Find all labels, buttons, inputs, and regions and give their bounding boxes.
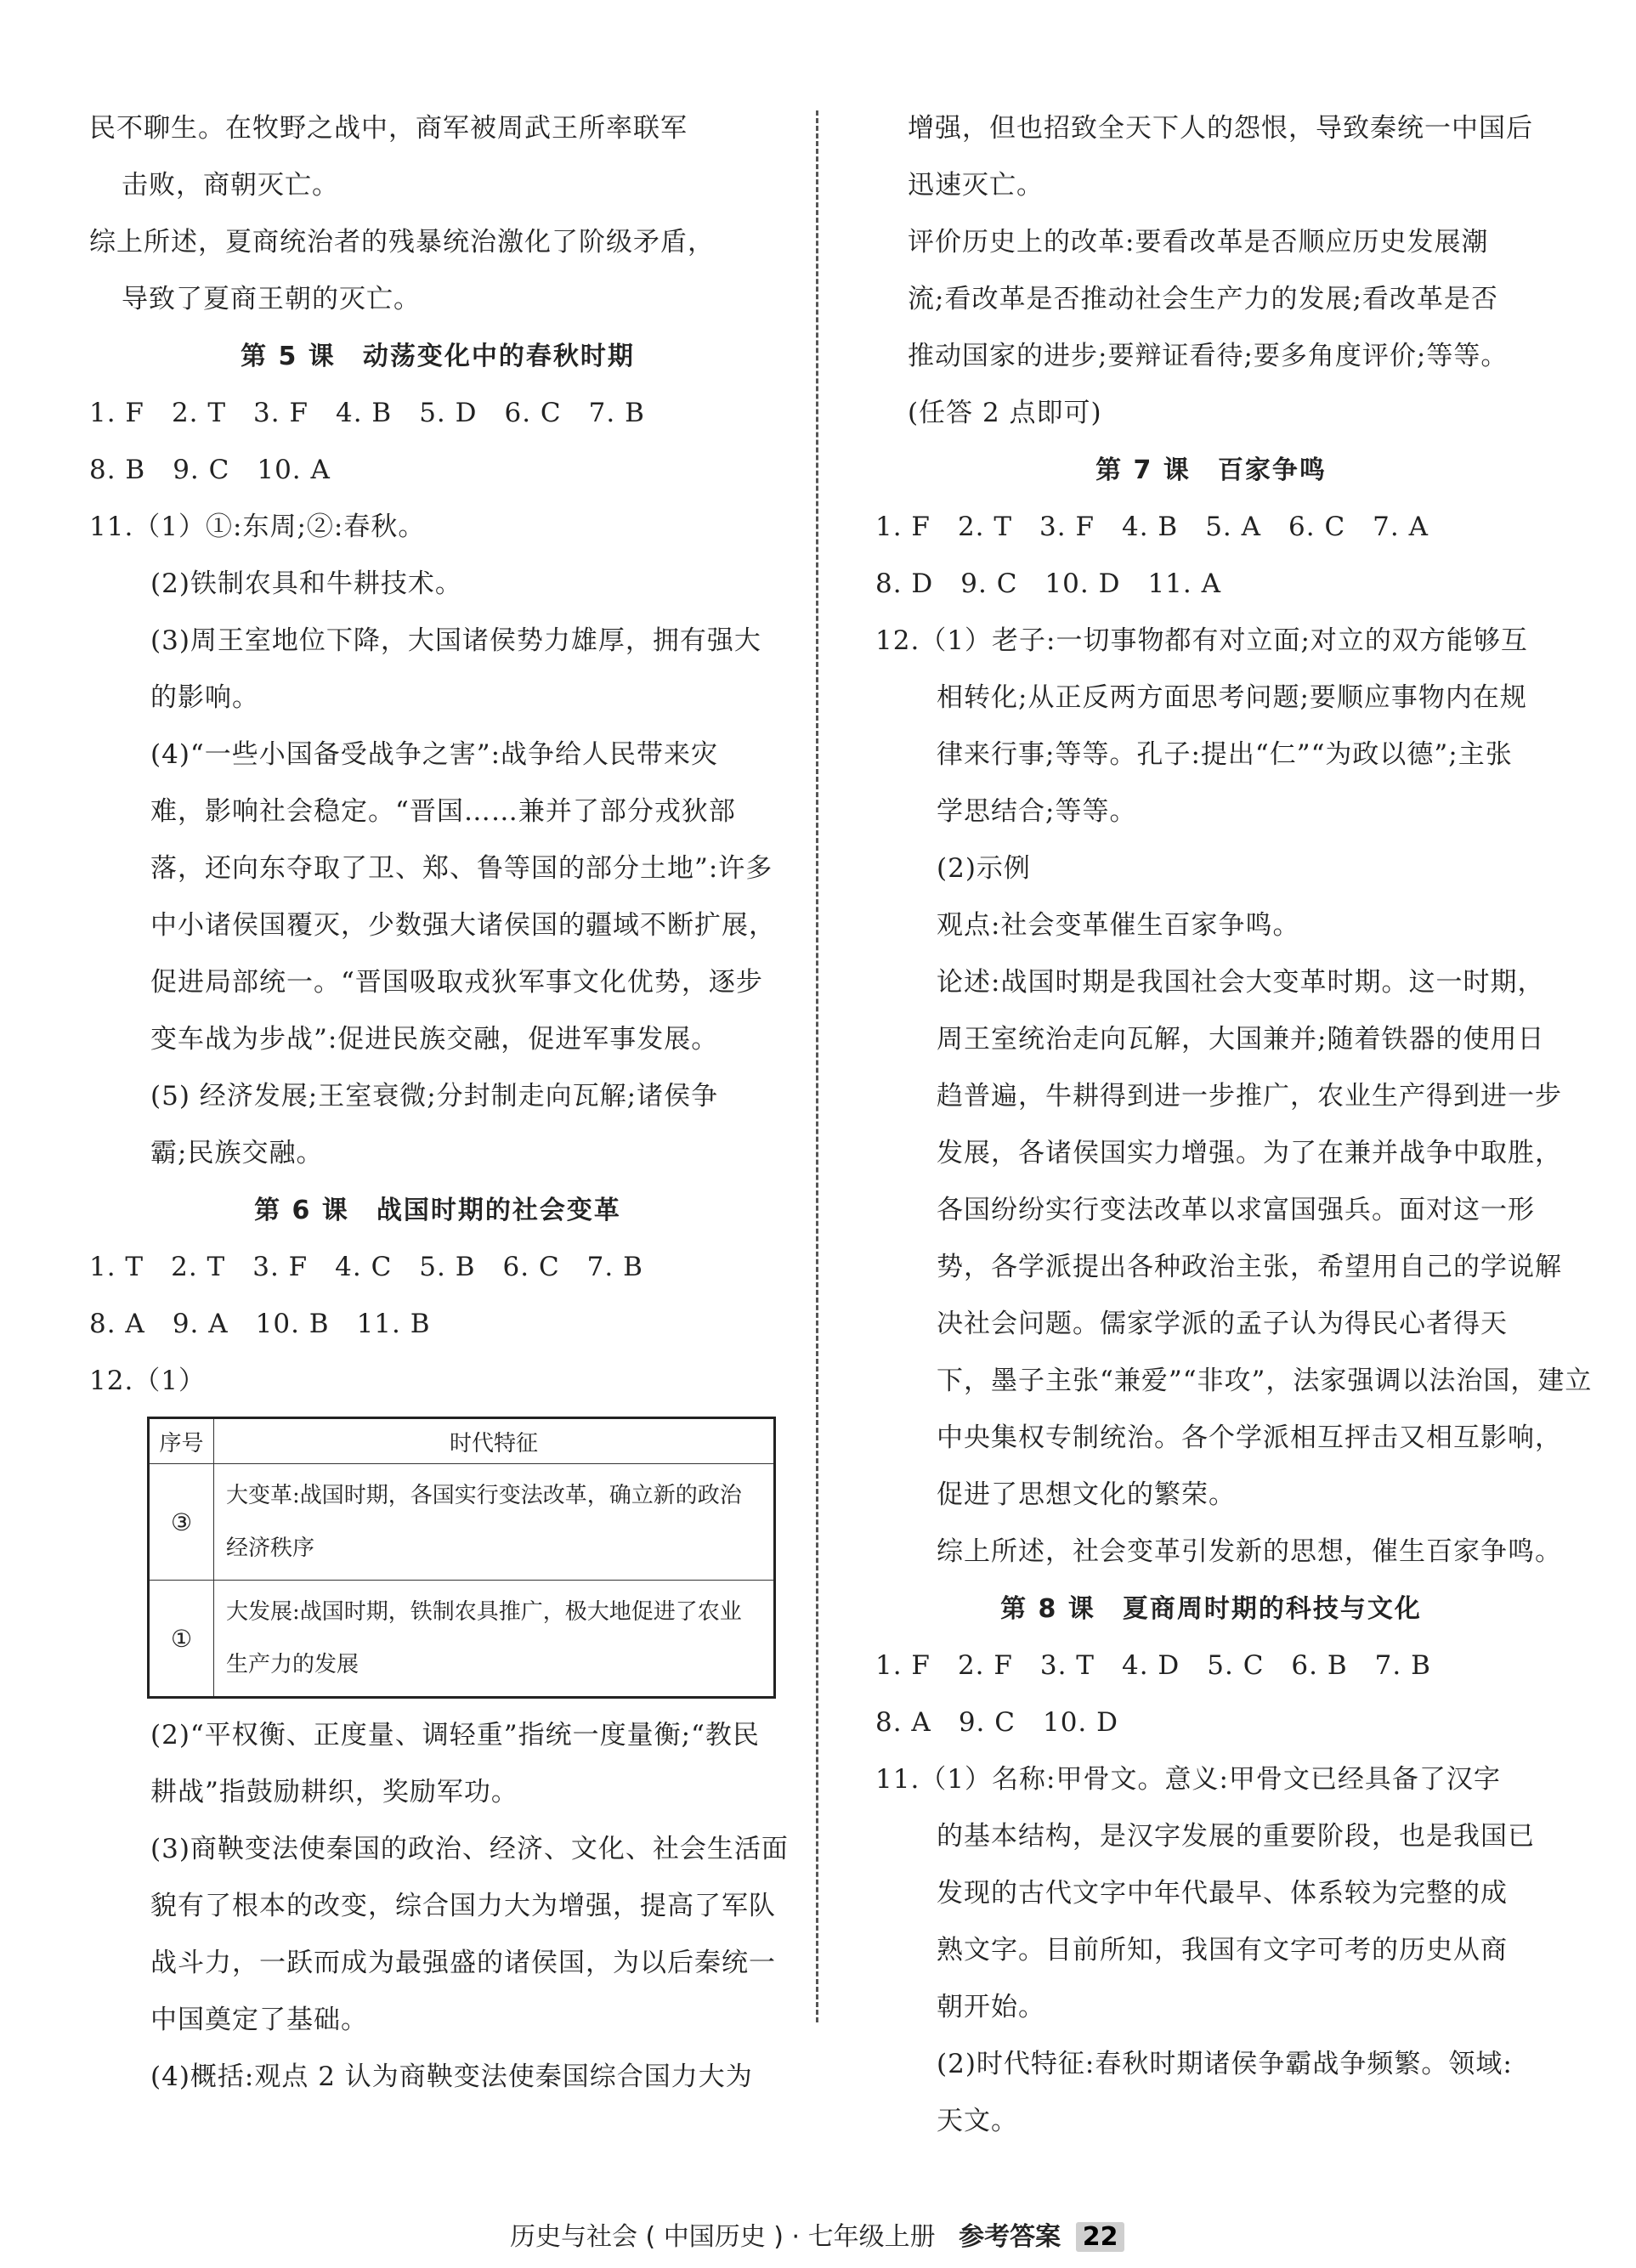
table-header-feature: 时代特征 xyxy=(214,1418,775,1464)
answer-line: 朝开始。 xyxy=(937,1992,1045,2022)
text-line: 迅速灭亡。 xyxy=(908,170,1044,201)
answer-line: 促进局部统一。“晋国吸取戎狄军事文化优势，逐步 xyxy=(150,967,763,998)
answer-line: (4)“一些小国备受战争之害”:战争给人民带来灾 xyxy=(150,739,719,770)
answer-line: 周王室统治走向瓦解，大国兼并;随着铁器的使用日 xyxy=(937,1024,1545,1055)
page-footer xyxy=(510,2215,1124,2253)
table-row xyxy=(149,1464,775,1581)
answer-line: 耕战”指鼓励耕织，奖励军功。 xyxy=(150,1777,518,1807)
cell-line: 经济秩序 xyxy=(226,1536,315,1561)
answer-line: (5) 经济发展;王室衰微;分封制走向瓦解;诸侯争 xyxy=(150,1081,719,1111)
lesson-6-heading: 第 6 课 战国时期的社会变革 xyxy=(254,1196,621,1225)
answer-line: 8. A 9. C 10. D xyxy=(875,1707,1118,1738)
text-line: 综上所述，夏商统治者的残暴统治激化了阶级矛盾， xyxy=(89,227,715,257)
cell-line: 生产力的发展 xyxy=(226,1652,359,1677)
text-line: 民不聊生。在牧野之战中，商军被周武王所率联军 xyxy=(89,113,688,144)
answer-line: 天文。 xyxy=(937,2106,1018,2136)
answer-line: 相转化;从正反两方面思考问题;要顺应事物内在规 xyxy=(937,682,1527,713)
answer-line: 中国奠定了基础。 xyxy=(150,2005,368,2035)
answer-line: (3)商鞅变法使秦国的政治、经济、文化、社会生活面 xyxy=(150,1834,789,1864)
answers-label: 参考答案 xyxy=(959,2222,1061,2252)
answer-line: 观点:社会变革催生百家争鸣。 xyxy=(937,910,1300,941)
answer-line: 8. D 9. C 10. D 11. A xyxy=(875,568,1221,599)
text-line: 导致了夏商王朝的灭亡。 xyxy=(122,284,421,314)
answer-line: (2)“平权衡、正度量、调轻重”指统一度量衡;“教民 xyxy=(150,1720,760,1750)
answer-line: 的影响。 xyxy=(150,682,259,713)
text-line: 增强，但也招致全天下人的怨恨，导致秦统一中国后 xyxy=(908,113,1533,144)
table-header-number: 序号 xyxy=(149,1418,214,1464)
answer-line: 8. B 9. C 10. A xyxy=(89,455,331,485)
answer-line: 12.（1） xyxy=(89,1366,207,1396)
answer-line: 促进了思想文化的繁荣。 xyxy=(937,1479,1236,1510)
answer-line: 1. F 2. T 3. F 4. B 5. D 6. C 7. B xyxy=(89,398,645,428)
answer-line: 论述:战国时期是我国社会大变革时期。这一时期， xyxy=(937,967,1545,998)
answer-line: (2)时代特征:春秋时期诸侯争霸战争频繁。领域: xyxy=(937,2049,1513,2079)
answer-line: 11.（1）名称:甲骨文。意义:甲骨文已经具备了汉字 xyxy=(875,1764,1501,1795)
table-cell-number: ① xyxy=(149,1581,214,1698)
page-number: 22 xyxy=(1076,2222,1125,2252)
answer-line: 决社会问题。儒家学派的孟子认为得民心者得天 xyxy=(937,1309,1508,1339)
answer-line: 战斗力，一跃而成为最强盛的诸侯国，为以后秦统一 xyxy=(150,1948,776,1978)
answer-line: 11.（1）①:东周;②:春秋。 xyxy=(89,512,426,542)
answer-line: (2)示例 xyxy=(937,853,1031,884)
answer-line: 1. T 2. T 3. F 4. C 5. B 6. C 7. B xyxy=(89,1252,643,1282)
answer-line: 的基本结构，是汉字发展的重要阶段，也是我国已 xyxy=(937,1821,1535,1852)
era-feature-table xyxy=(147,1417,776,1699)
table-header-row xyxy=(149,1418,775,1464)
answer-line: 下，墨子主张“兼爱”“非攻”，法家强调以法治国，建立 xyxy=(937,1366,1593,1396)
answer-line: 霸;民族交融。 xyxy=(150,1138,324,1168)
text-line: 推动国家的进步;要辩证看待;要多角度评价;等等。 xyxy=(908,341,1509,371)
answer-line: 发现的古代文字中年代最早、体系较为完整的成 xyxy=(937,1878,1508,1909)
cell-line: 大变革:战国时期，各国实行变法改革，确立新的政治 xyxy=(226,1483,742,1508)
table-cell-feature xyxy=(214,1464,775,1581)
answer-line: 12.（1）老子:一切事物都有对立面;对立的双方能够互 xyxy=(875,625,1528,656)
lesson-5-heading: 第 5 课 动荡变化中的春秋时期 xyxy=(241,342,635,371)
table-cell-number: ③ xyxy=(149,1464,214,1581)
answer-line: 势，各学派提出各种政治主张，希望用自己的学说解 xyxy=(937,1252,1562,1282)
left-column xyxy=(89,100,789,2106)
text-line: 击败，商朝灭亡。 xyxy=(122,170,339,201)
answer-line: 各国纷纷实行变法改革以求富国强兵。面对这一形 xyxy=(937,1195,1535,1225)
answer-line: 貌有了根本的改变，综合国力大为增强，提高了军队 xyxy=(150,1891,776,1921)
right-column xyxy=(875,100,1593,2150)
lesson-7-heading: 第 7 课 百家争鸣 xyxy=(1095,455,1327,485)
answer-line: 发展，各诸侯国实力增强。为了在兼并战争中取胜， xyxy=(937,1138,1562,1168)
answer-line: 1. F 2. F 3. T 4. D 5. C 6. B 7. B xyxy=(875,1650,1431,1681)
answer-line: 1. F 2. T 3. F 4. B 5. A 6. C 7. A xyxy=(875,512,1429,542)
answer-line: 中小诸侯国覆灭，少数强大诸侯国的疆域不断扩展， xyxy=(150,910,776,941)
table-row xyxy=(149,1581,775,1698)
answer-line: 学思结合;等等。 xyxy=(937,796,1137,827)
book-title: 历史与社会 ( 中国历史 ) · 七年级上册 xyxy=(510,2222,936,2252)
answer-line: 难，影响社会稳定。“晋国……兼并了部分戎狄部 xyxy=(150,796,736,827)
answer-line: 趋普遍，牛耕得到进一步推广，农业生产得到进一步 xyxy=(937,1081,1562,1111)
answer-line: (3)周王室地位下降，大国诸侯势力雄厚，拥有强大 xyxy=(150,625,761,656)
text-line: (任答 2 点即可) xyxy=(908,398,1102,428)
answer-line: 变车战为步战”:促进民族交融，促进军事发展。 xyxy=(150,1024,719,1055)
answer-line: 综上所述，社会变革引发新的思想，催生百家争鸣。 xyxy=(937,1536,1562,1567)
answer-line: (4)概括:观点 2 认为商鞅变法使秦国综合国力大为 xyxy=(150,2062,753,2092)
answer-line: 8. A 9. A 10. B 11. B xyxy=(89,1309,431,1339)
cell-line: 大发展:战国时期，铁制农具推广，极大地促进了农业 xyxy=(226,1599,742,1625)
text-line: 流;看改革是否推动社会生产力的发展;看改革是否 xyxy=(908,284,1498,314)
answer-line: 熟文字。目前所知，我国有文字可考的历史从商 xyxy=(937,1935,1508,1965)
table-cell-feature xyxy=(214,1581,775,1698)
answer-line: 中央集权专制统治。各个学派相互抨击又相互影响， xyxy=(937,1422,1562,1453)
text-line: 评价历史上的改革:要看改革是否顺应历史发展潮 xyxy=(908,227,1489,257)
column-divider xyxy=(816,110,818,2022)
lesson-8-heading: 第 8 课 夏商周时期的科技与文化 xyxy=(1000,1594,1422,1624)
answer-line: (2)铁制农具和牛耕技术。 xyxy=(150,568,462,599)
answer-line: 律来行事;等等。孔子:提出“仁”“为政以德”;主张 xyxy=(937,739,1513,770)
answer-line: 落，还向东夺取了卫、郑、鲁等国的部分土地”:许多 xyxy=(150,853,773,884)
